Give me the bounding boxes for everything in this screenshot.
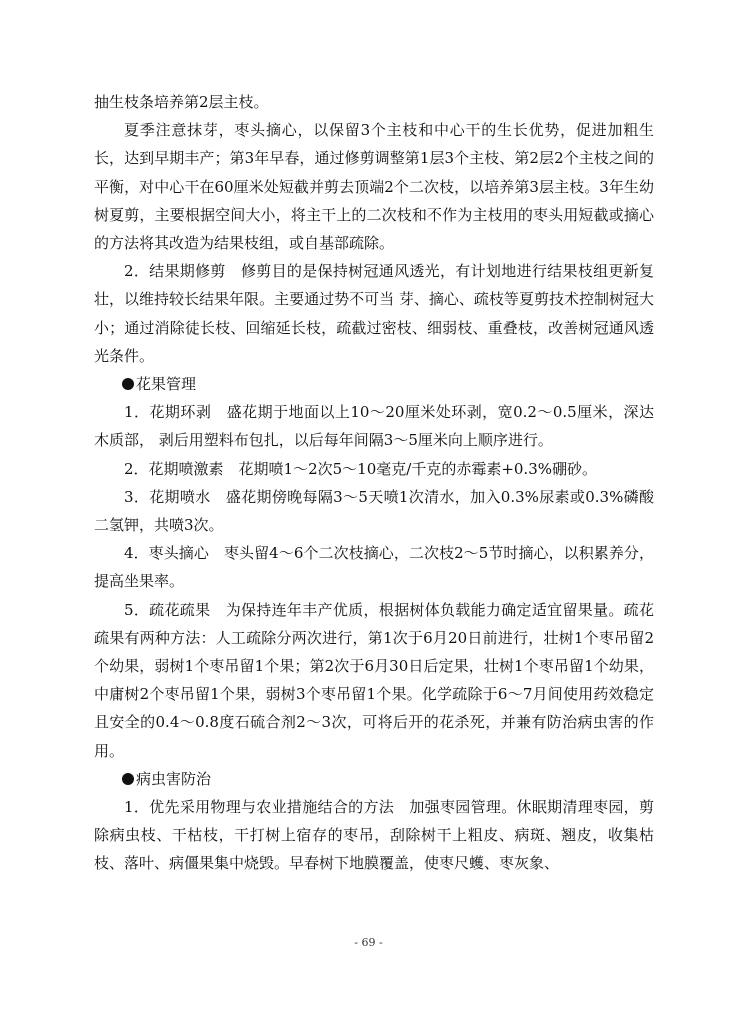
section-title: 花果管理 bbox=[136, 375, 197, 394]
page-content bbox=[94, 88, 654, 878]
paragraph: 2．结果期修剪 修剪目的是保持树冠通风透光，有计划地进行结果枝组更新复壮，以维持较长结果年限。主要通过势不可当 芽、摘心、疏枝等夏剪技术控制树冠大小；通过消除徒长枝、回缩延长枝，疏截过密枝、细弱枝、重叠枝，改善树冠通风透光条件。 bbox=[94, 262, 654, 365]
bullet-icon bbox=[122, 378, 134, 390]
list-item: 5．疏花疏果 为保持连年丰产优质，根据树体负载能力确定适宜留果量。疏花疏果有两种方法：人工疏除分两次进行，第1次于6月20日前进行，壮树1个枣吊留2个幼果，弱树1个枣吊留1个果；第2次于6月30日后定果，壮树1个枣吊留1个幼果，中庸树2个枣吊留1个果，弱树3个枣吊留1个果。化学疏除于6～7月间使用药效稳定且安全的0.4～0.8度石硫合剂2～3次，可将后开的花杀死，并兼有防治病虫害的作用。 bbox=[94, 600, 654, 760]
paragraph: 夏季注意抹芽，枣头摘心，以保留3个主枝和中心干的生长优势，促进加粗生长，达到早期丰产；第3年早春，通过修剪调整第1层3个主枝、第2层2个主枝之间的平衡，对中心干在60厘米处短截并剪去顶端2个二次枝，以培养第3层主枝。3年生幼树夏剪，主要根据空间大小，将主干上的二次枝和不作为主枝用的枣头用短截或摘心的方法将其改造为结果枝组，或自基部疏除。 bbox=[94, 121, 654, 253]
list-item: 3．花期喷水 盛花期傍晚每隔3～5天喷1次清水，加入0.3%尿素或0.3%磷酸二氢钾，共喷3次。 bbox=[94, 487, 654, 535]
list-item: 1．花期环剥 盛花期于地面以上10～20厘米处环剥，宽0.2～0.5厘米，深达木质部， 剥后用塑料布包扎，以后每年间隔3～5厘米向上顺序进行。 bbox=[94, 403, 654, 450]
section-heading-pests bbox=[94, 765, 654, 793]
list-item: 4．枣头摘心 枣头留4～6个二次枝摘心，二次枝2～5节时摘心，以积累养分，提高坐果率。 bbox=[94, 544, 654, 591]
section-heading-flowers bbox=[94, 370, 654, 398]
list-item: 2．花期喷激素 花期喷1～2次5～10毫克/千克的赤霉素+0.3%硼砂。 bbox=[124, 459, 597, 478]
section-title: 病虫害防治 bbox=[136, 769, 212, 788]
list-item: 1．优先采用物理与农业措施结合的方法 加强枣园管理。休眠期清理枣园，剪除病虫枝、干枯枝，干打树上宿存的枣吊，刮除树干上粗皮、病斑、翘皮，收集枯枝、落叶、病僵果集中烧毁。早春树下地膜覆盖，使枣尺蠖、枣灰象、 bbox=[94, 798, 654, 873]
page-number: - 69 - bbox=[354, 936, 383, 949]
bullet-icon bbox=[122, 773, 134, 785]
paragraph: 抽生枝条培养第2层主枝。 bbox=[94, 93, 269, 111]
